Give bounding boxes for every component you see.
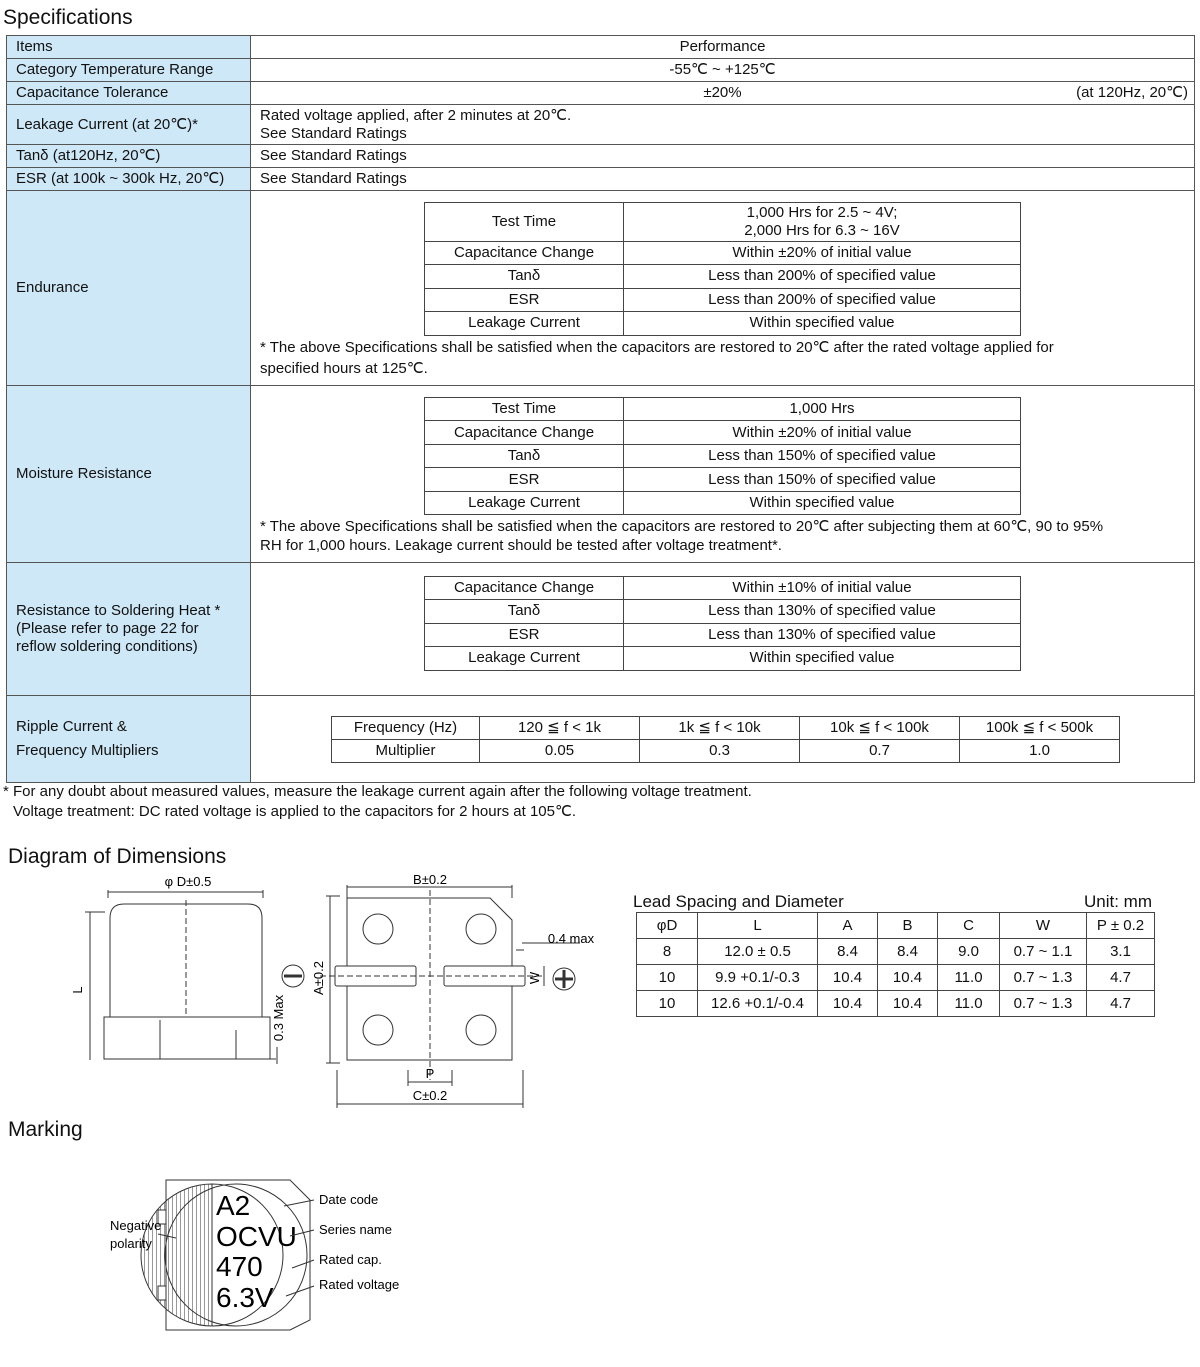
row-value: See Standard Ratings bbox=[251, 145, 1195, 168]
moisture-label: Moisture Resistance bbox=[7, 386, 251, 563]
cell-label: ESR bbox=[425, 468, 624, 492]
freq-range: 1k ≦ f < 10k bbox=[640, 716, 800, 739]
w-label: W bbox=[527, 971, 542, 985]
lead-cell: 8 bbox=[637, 939, 698, 965]
lead-header: A bbox=[818, 913, 878, 939]
freq-range: 100k ≦ f < 500k bbox=[960, 716, 1120, 739]
marking-line-4: 6.3V bbox=[216, 1282, 274, 1313]
lead-cell: 9.0 bbox=[938, 939, 1000, 965]
soldering-label-2: (Please refer to page 22 for bbox=[16, 620, 199, 637]
lead-cell: 0.7 ~ 1.1 bbox=[1000, 939, 1087, 965]
cell-value: Within ±20% of initial value bbox=[624, 421, 1021, 445]
endurance-table bbox=[424, 202, 1021, 336]
lead-cell: 0.7 ~ 1.3 bbox=[1000, 991, 1087, 1017]
cell-value: Within specified value bbox=[624, 312, 1021, 336]
cell-label: Tanδ bbox=[425, 265, 624, 289]
cell-label: Leakage Current bbox=[425, 491, 624, 515]
max03-label: 0.3 Max bbox=[271, 994, 286, 1042]
soldering-cell bbox=[251, 563, 1195, 696]
marking-line-3: 470 bbox=[216, 1251, 263, 1282]
leakage-line1: Rated voltage applied, after 2 minutes at 20℃. bbox=[260, 106, 572, 124]
header-items: Items bbox=[7, 36, 251, 59]
soldering-table bbox=[424, 576, 1021, 671]
lead-cell: 4.7 bbox=[1087, 991, 1155, 1017]
cell-label: Capacitance Change bbox=[425, 241, 624, 265]
lead-cell: 10.4 bbox=[878, 991, 938, 1017]
mult-value: 0.7 bbox=[800, 739, 960, 762]
cell-label: ESR bbox=[425, 623, 624, 647]
ripple-label bbox=[7, 696, 251, 783]
mult-value: 0.3 bbox=[640, 739, 800, 762]
lead-cell: 11.0 bbox=[938, 965, 1000, 991]
lead-cell: 9.9 +0.1/-0.3 bbox=[698, 965, 818, 991]
lead-header: L bbox=[698, 913, 818, 939]
callout-series-name: Series name bbox=[319, 1222, 392, 1237]
test-time-line2: 2,000 Hrs for 6.3 ~ 16V bbox=[744, 221, 900, 239]
soldering-label bbox=[7, 563, 251, 696]
mult-label: Multiplier bbox=[332, 739, 480, 762]
lead-cell: 12.6 +0.1/-0.4 bbox=[698, 991, 818, 1017]
test-time-label: Test Time bbox=[425, 202, 624, 241]
callout-rated-cap: Rated cap. bbox=[319, 1252, 382, 1267]
row-label: Leakage Current (at 20℃)* bbox=[7, 105, 251, 145]
marking-drawing bbox=[100, 1170, 420, 1340]
test-time-line1: 1,000 Hrs for 2.5 ~ 4V; bbox=[746, 203, 898, 221]
lead-header: W bbox=[1000, 913, 1087, 939]
lead-header: P ± 0.2 bbox=[1087, 913, 1155, 939]
endurance-label: Endurance bbox=[7, 191, 251, 386]
lead-table bbox=[636, 912, 1155, 1017]
cell-value: Within ±10% of initial value bbox=[624, 576, 1021, 600]
row-value bbox=[251, 82, 1195, 105]
cell-value: Within ±20% of initial value bbox=[624, 241, 1021, 265]
lead-cell: 4.7 bbox=[1087, 965, 1155, 991]
cell-label: Tanδ bbox=[425, 600, 624, 624]
cell-label: Test Time bbox=[425, 397, 624, 421]
cell-label: Tanδ bbox=[425, 444, 624, 468]
cell-label: ESR bbox=[425, 288, 624, 312]
phi-d-label: φ D±0.5 bbox=[164, 874, 212, 889]
side-view bbox=[85, 890, 277, 1064]
row-label: Category Temperature Range bbox=[7, 59, 251, 82]
mult-value: 0.05 bbox=[480, 739, 640, 762]
dimension-drawing bbox=[0, 870, 620, 1110]
freq-range: 10k ≦ f < 100k bbox=[800, 716, 960, 739]
cell-value: 1,000 Hrs bbox=[624, 397, 1021, 421]
cell-label: Capacitance Change bbox=[425, 421, 624, 445]
moisture-note-2: RH for 1,000 hours. Leakage current should be tested after voltage treatment*. bbox=[260, 537, 782, 555]
cell-value: Within specified value bbox=[624, 491, 1021, 515]
lead-table-unit: Unit: mm bbox=[1084, 892, 1152, 911]
lead-cell: 8.4 bbox=[818, 939, 878, 965]
footnote-line1: * For any doubt about measured values, measure the leakage current again after the following voltage treatment. bbox=[3, 783, 752, 800]
mult-value: 1.0 bbox=[960, 739, 1120, 762]
lead-cell: 10.4 bbox=[818, 965, 878, 991]
lead-table-title: Lead Spacing and Diameter bbox=[633, 892, 844, 911]
b-label: B±0.2 bbox=[413, 872, 447, 887]
lead-cell: 10 bbox=[637, 965, 698, 991]
soldering-label-3: reflow soldering conditions) bbox=[16, 638, 198, 655]
callout-date-code: Date code bbox=[319, 1192, 379, 1207]
cell-label: Leakage Current bbox=[425, 647, 624, 671]
a-label: A±0.2 bbox=[311, 961, 326, 995]
moisture-table bbox=[424, 397, 1021, 516]
cell-value: Less than 200% of specified value bbox=[624, 288, 1021, 312]
frequency-table bbox=[331, 716, 1120, 763]
cell-label: Leakage Current bbox=[425, 312, 624, 336]
lead-cell: 11.0 bbox=[938, 991, 1000, 1017]
row-value bbox=[251, 105, 1195, 145]
moisture-note-1: * The above Specifications shall be satisfied when the capacitors are restored to 20℃ after subjecting them at 60℃, 90 to 95% bbox=[260, 518, 1104, 536]
lead-header: φD bbox=[637, 913, 698, 939]
minus-icon bbox=[282, 965, 304, 987]
l-label: L bbox=[70, 986, 85, 994]
cell-value: Less than 150% of specified value bbox=[624, 468, 1021, 492]
endurance-note-1: * The above Specifications shall be satisfied when the capacitors are restored to 20℃ after the rated voltage applied for bbox=[260, 338, 1054, 356]
c-label: C±0.2 bbox=[412, 1088, 448, 1103]
endurance-note-2: specified hours at 125℃. bbox=[260, 359, 428, 377]
lead-cell: 10.4 bbox=[818, 991, 878, 1017]
lead-cell: 0.7 ~ 1.3 bbox=[1000, 965, 1087, 991]
row-value: See Standard Ratings bbox=[251, 168, 1195, 191]
ripple-label-1: Ripple Current & bbox=[16, 718, 127, 735]
row-label: Capacitance Tolerance bbox=[7, 82, 251, 105]
max04-label: 0.4 max bbox=[547, 931, 595, 946]
moisture-cell bbox=[251, 386, 1195, 563]
ripple-cell bbox=[251, 696, 1195, 783]
row-label: Tanδ (at120Hz, 20℃) bbox=[7, 145, 251, 168]
ripple-label-2: Frequency Multipliers bbox=[16, 742, 159, 759]
marking-line-1: A2 bbox=[216, 1190, 251, 1221]
lead-cell: 10 bbox=[637, 991, 698, 1017]
footnote-line2: Voltage treatment: DC rated voltage is applied to the capacitors for 2 hours at 105℃. bbox=[13, 803, 576, 820]
endurance-cell bbox=[251, 191, 1195, 386]
lead-cell: 3.1 bbox=[1087, 939, 1155, 965]
cell-value: Less than 150% of specified value bbox=[624, 444, 1021, 468]
specifications-table bbox=[6, 35, 1195, 783]
specifications-title: Specifications bbox=[3, 6, 133, 29]
cell-value: Less than 130% of specified value bbox=[624, 623, 1021, 647]
plus-icon bbox=[553, 968, 575, 990]
cell-label: Capacitance Change bbox=[425, 576, 624, 600]
callout-polarity: polarity bbox=[110, 1236, 152, 1251]
cell-value: Within specified value bbox=[624, 647, 1021, 671]
bottom-view bbox=[320, 885, 580, 1108]
row-value: -55℃ ~ +125℃ bbox=[251, 59, 1195, 82]
footnote bbox=[3, 782, 752, 822]
tolerance-value: ±20% bbox=[703, 84, 742, 101]
marking-title: Marking bbox=[8, 1118, 83, 1141]
lead-cell: 12.0 ± 0.5 bbox=[698, 939, 818, 965]
marking-line-2: OCVU bbox=[216, 1221, 297, 1252]
tolerance-note: (at 120Hz, 20℃) bbox=[1076, 84, 1188, 101]
callout-rated-voltage: Rated voltage bbox=[319, 1277, 400, 1292]
leakage-line2: See Standard Ratings bbox=[260, 124, 407, 142]
p-label: P bbox=[425, 1066, 435, 1081]
lead-header: C bbox=[938, 913, 1000, 939]
soldering-label-1: Resistance to Soldering Heat * bbox=[16, 602, 221, 619]
dimensions-title: Diagram of Dimensions bbox=[8, 845, 227, 868]
callout-negative: Negative bbox=[110, 1218, 162, 1233]
freq-label: Frequency (Hz) bbox=[332, 716, 480, 739]
cell-value: Less than 130% of specified value bbox=[624, 600, 1021, 624]
header-performance: Performance bbox=[251, 36, 1195, 59]
lead-header: B bbox=[878, 913, 938, 939]
freq-range: 120 ≦ f < 1k bbox=[480, 716, 640, 739]
lead-cell: 10.4 bbox=[878, 965, 938, 991]
row-label: ESR (at 100k ~ 300k Hz, 20℃) bbox=[7, 168, 251, 191]
test-time-value bbox=[624, 202, 1021, 241]
lead-cell: 8.4 bbox=[878, 939, 938, 965]
cell-value: Less than 200% of specified value bbox=[624, 265, 1021, 289]
